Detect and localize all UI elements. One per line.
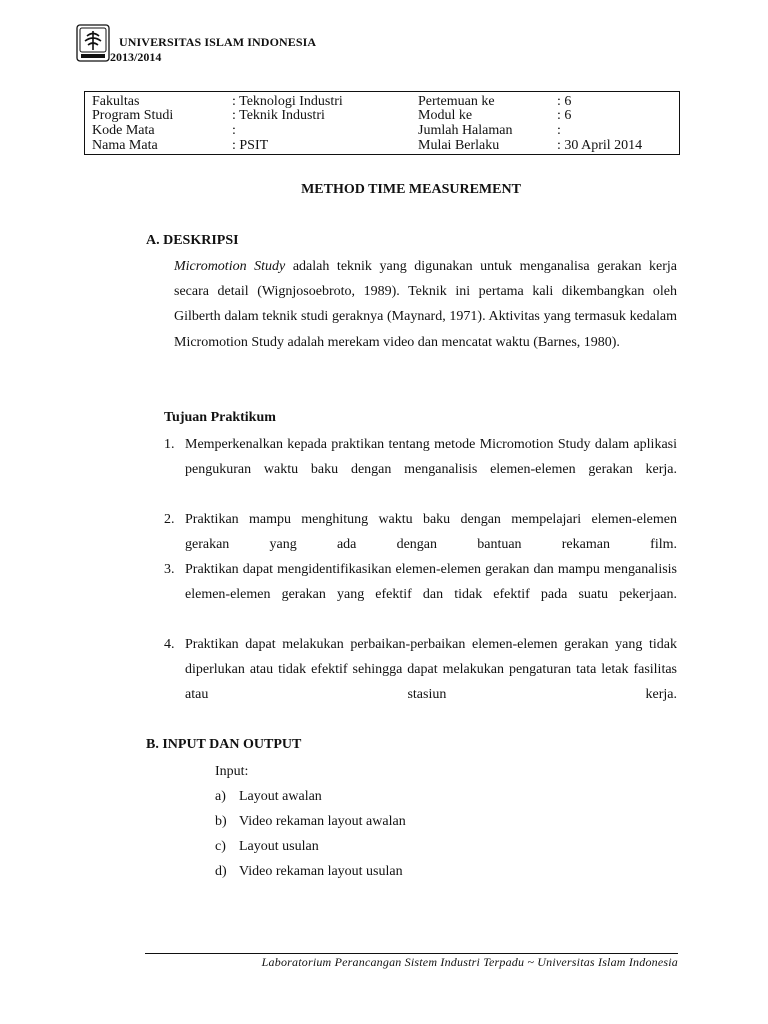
document-title: METHOD TIME MEASUREMENT: [301, 182, 521, 197]
info-label: Kode Mata: [92, 123, 155, 138]
list-item: [215, 834, 515, 859]
list-text: Video rekaman layout awalan: [239, 814, 406, 829]
info-value: : PSIT: [232, 138, 269, 153]
list-item: [215, 809, 515, 834]
course-info-table: [84, 91, 680, 155]
info-label: Mulai Berlaku: [418, 138, 500, 153]
section-a-heading: A. DESKRIPSI: [146, 233, 239, 248]
info-value: : 6: [557, 108, 572, 123]
objectives-heading: Tujuan Praktikum: [164, 410, 276, 425]
info-label: Nama Mata: [92, 138, 158, 153]
info-value: : Teknik Industri: [232, 108, 325, 123]
list-text: Praktikan mampu menghitung waktu baku dengan mempelajari elemen-elemen gerakan yang ada dengan bantuan rekaman film.: [185, 512, 677, 553]
info-value: : 30 April 2014: [557, 138, 643, 153]
list-number: 3.: [164, 562, 175, 577]
footer-divider: [145, 953, 678, 954]
list-marker: a): [215, 789, 226, 804]
input-label: Input:: [215, 764, 249, 779]
list-text: Memperkenalkan kepada praktikan tentang metode Micromotion Study dalam aplikasi pengukuran waktu baku dengan menganalisis elemen-elemen gerakan kerja.: [185, 437, 677, 478]
info-value: :: [557, 123, 561, 138]
academic-year: 2013/2014: [110, 50, 162, 64]
list-number: 4.: [164, 637, 175, 652]
list-text: Layout usulan: [239, 839, 319, 854]
info-label: Jumlah Halaman: [418, 123, 513, 138]
info-value: :: [232, 123, 236, 138]
university-logo-icon: [76, 24, 110, 62]
list-number: 1.: [164, 437, 175, 452]
info-value: : 6: [557, 94, 572, 109]
list-text: Layout awalan: [239, 789, 322, 804]
info-label: Modul ke: [418, 108, 473, 123]
section-b-heading: B. INPUT DAN OUTPUT: [146, 737, 302, 752]
list-item: [215, 784, 515, 809]
info-label: Program Studi: [92, 108, 174, 123]
list-text: Video rekaman layout usulan: [239, 864, 403, 879]
list-text: Praktikan dapat melakukan perbaikan-perbaikan elemen-elemen gerakan yang tidak diperlukan atau tidak efektif sehingga dapat melakukan pengaturan tata letak fasilitas atau stasiun kerja.: [185, 637, 677, 703]
info-row: [85, 94, 679, 109]
info-row: [85, 123, 679, 138]
list-marker: d): [215, 864, 227, 879]
list-marker: b): [215, 814, 227, 829]
info-label: Pertemuan ke: [418, 94, 495, 109]
info-row: [85, 138, 679, 153]
paragraph-text: adalah teknik yang digunakan untuk menganalisa gerakan kerja secara detail (Wignjosoebroto, 1989). Teknik ini pertama kali dikembangkan oleh Gilberth dalam teknik studi geraknya (Maynard, 1971). Aktivitas yang termasuk kedalam Micromotion Study adalah merekam video dan mencatat waktu (Barnes, 1980).: [174, 259, 678, 350]
footer-text: Laboratorium Perancangan Sistem Industri Terpadu ~ Universitas Islam Indonesia: [261, 955, 678, 969]
info-label: Fakultas: [92, 94, 140, 109]
description-paragraph: [174, 254, 677, 355]
list-number: 2.: [164, 512, 175, 527]
list-text: Praktikan dapat mengidentifikasikan elemen-elemen gerakan dan mampu menganalisis elemen-elemen gerakan yang efektif dan tidak efektif pada suatu pekerjaan.: [185, 562, 677, 603]
list-item: [215, 859, 515, 884]
info-row: [85, 108, 679, 123]
italic-term: Micromotion Study: [174, 259, 286, 274]
university-name: UNIVERSITAS ISLAM INDONESIA: [119, 35, 317, 49]
list-marker: c): [215, 839, 226, 854]
info-value: : Teknologi Industri: [232, 94, 343, 109]
